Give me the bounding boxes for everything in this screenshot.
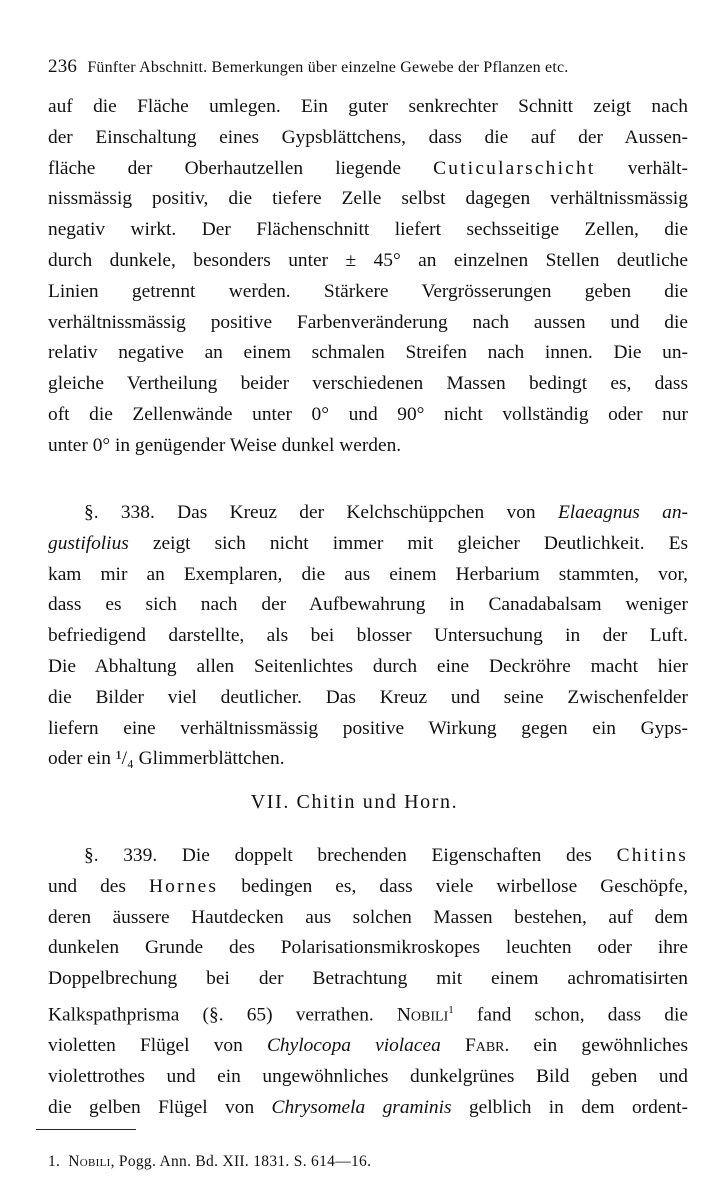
text-line — [48, 1031, 688, 1062]
text-line: nissmässig positiv, die tiefere Zelle selbst dagegen verhältnissmässig — [48, 188, 688, 210]
text-line: violettrothes und ein ungewöhnliches dunkelgrünes Bild geben und — [48, 1066, 688, 1088]
paragraph-338 — [48, 498, 688, 775]
text-line: kam mir an Exemplaren, die aus einem Herbarium stammten, vor, — [48, 563, 688, 585]
text-line: dunkelen Grunde des Polarisationsmikroskopes leuchten oder ihre — [48, 937, 688, 959]
footnote-number: 1. — [48, 1153, 61, 1170]
paragraph-339 — [48, 841, 688, 1124]
text-line: Linien getrennt werden. Stärkere Vergrösserungen geben die — [48, 280, 688, 302]
text-fragment: Die doppelt brechenden Eigenschaften des — [181, 845, 592, 866]
text-fragment: fand schon, dass die — [476, 1004, 688, 1026]
text-line — [48, 529, 688, 560]
footnote-author: Nobili — [68, 1153, 111, 1170]
text-fragment: violetten Flügel von — [48, 1035, 243, 1057]
text-fragment: fläche der Oberhautzellen liegende — [48, 157, 401, 179]
footnote — [48, 1152, 688, 1172]
text-fragment: zeigt sich nicht immer mit gleicher Deutlichkeit. Es — [152, 532, 688, 554]
page-number: 236 — [48, 56, 78, 77]
section-heading: VII. Chitin und Horn. — [250, 791, 459, 813]
author-abbreviation: Fabr. — [464, 1035, 510, 1057]
text-fragment: Kalkspathprisma (§. 65) verrathen. — [48, 1004, 374, 1026]
text-line: Doppelbrechung bei der Betrachtung mit einem achromatisirten — [48, 968, 688, 990]
text-line — [48, 1093, 688, 1124]
text-line: befriedigend darstellte, als bei blosser Untersuchung in der Luft. — [48, 625, 688, 647]
text-line: die Bilder viel deutlicher. Das Kreuz und seine Zwischenfelder — [48, 686, 688, 708]
text-fragment: und des — [48, 875, 126, 897]
text-line: durch dunkele, besonders unter ± 45° an einzelnen Stellen deutliche — [48, 249, 688, 271]
text-line: Die Abhaltung allen Seitenlichtes durch eine Deckröhre macht hier — [48, 655, 688, 677]
running-head — [48, 56, 688, 78]
text-line: negativ wirkt. Der Flächenschnitt liefert sechsseitige Zellen, die — [48, 219, 688, 241]
emphasized-term: Cuticularschicht — [433, 157, 596, 179]
text-line — [48, 498, 688, 529]
text-line — [48, 995, 688, 1031]
species-name: gustifolius — [48, 532, 129, 554]
text-line: liefern eine verhältnissmässig positive Wirkung gegen ein Gyps- — [48, 717, 688, 739]
species-name: Elaeagnus an- — [557, 502, 688, 523]
text-line: gleiche Vertheilung beider verschiedenen Massen bedingt es, dass — [48, 373, 688, 395]
text-fragment: gelblich in dem ordent- — [468, 1096, 688, 1118]
species-name: Chylocopa violacea — [266, 1035, 441, 1057]
text-line: unter 0° in genügender Weise dunkel werden. — [48, 434, 402, 456]
text-fragment: bedingen es, dass viele wirbellose Geschöpfe, — [241, 875, 688, 897]
section-number: §. 338. — [84, 502, 155, 523]
text-fragment: Das Kreuz der Kelchschüppchen von — [177, 502, 536, 523]
text-line: oft die Zellenwände unter 0° und 90° nicht vollständig oder nur — [48, 403, 688, 425]
emphasized-term: Hornes — [148, 875, 219, 897]
author-name: Nobili — [396, 1004, 449, 1026]
text-fragment: die gelben Flügel von — [48, 1096, 255, 1118]
text-line: oder ein ¹/₄ Glimmerblättchen. — [48, 748, 285, 770]
text-fragment: verhält- — [627, 157, 688, 179]
section-number: §. 339. — [84, 845, 158, 866]
footnote-text: , Pogg. Ann. Bd. XII. 1831. S. 614—16. — [110, 1153, 372, 1170]
text-line: relativ negative an einem schmalen Streifen nach innen. Die un- — [48, 342, 688, 364]
text-line: der Einschaltung eines Gypsblättchens, dass die auf der Aussen- — [48, 126, 688, 148]
text-fragment: ein gewöhnliches — [533, 1035, 688, 1057]
species-name: Chrysomela graminis — [271, 1096, 452, 1118]
text-line: verhältnissmässig positive Farbenveränderung nach aussen und die — [48, 311, 688, 333]
footnote-divider — [36, 1129, 136, 1130]
text-line: auf die Fläche umlegen. Ein guter senkrechter Schnitt zeigt nach — [48, 96, 688, 117]
text-line — [48, 841, 688, 872]
running-head-title: Fünfter Abschnitt. Bemerkungen über einzelne Gewebe der Pflanzen etc. — [87, 59, 569, 76]
text-line: deren äussere Hautdecken aus solchen Massen bestehen, auf dem — [48, 906, 688, 928]
text-line — [48, 872, 688, 903]
text-line: dass es sich nach der Aufbewahrung in Canadabalsam weniger — [48, 594, 688, 616]
paragraph-1 — [48, 92, 688, 462]
emphasized-term: Chitins — [616, 845, 688, 866]
footnote-marker: 1 — [448, 1003, 454, 1016]
text-line — [48, 154, 688, 185]
